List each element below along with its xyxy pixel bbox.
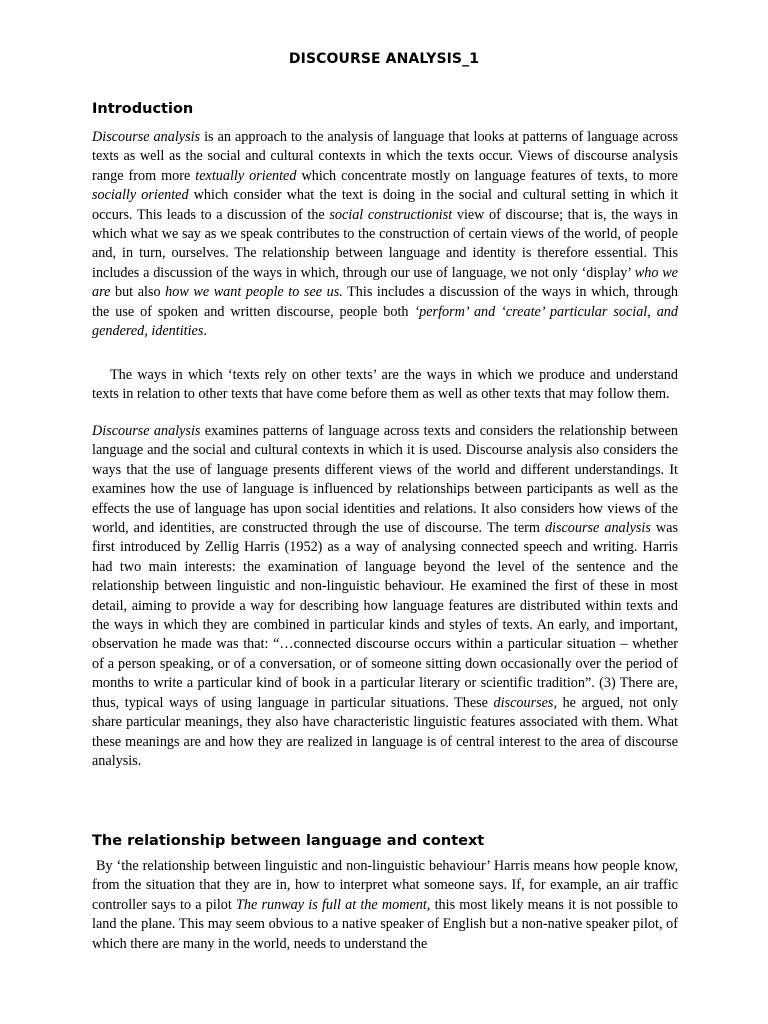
term-textually-oriented: textually oriented — [195, 167, 297, 184]
text-run: was first introduced by Zellig Harris (1952) as a way of analysing connected speech and writing. Harris had two main interests: the examination of language beyond the level of the sentence and the relationship between linguistic and non-linguistic behaviour. He examined the first of these in most detail, aiming to provide a way for describing how language features are distributed within texts and the ways in which they are combined in particular kinds and styles of texts. An early, and important, observation he made was that: “…connected discourse occurs within a particular situation – whether of a person speaking, or of a conversation, or of someone sitting down occasionally over the period of months to write a particular kind of book in a particular literary or scientific tradition”. (3) There are, thus, typical ways of using language in particular situations. These — [92, 520, 678, 711]
paragraph-intro-1 — [92, 128, 678, 341]
term-discourse-analysis: Discourse analysis — [92, 423, 201, 439]
text-run: but also — [110, 284, 166, 301]
document-title: DISCOURSE ANALYSIS_1 — [288, 51, 480, 67]
text-run: is an approach to the analysis of language that looks at patterns of language across texts as well as the social and cultural contexts in which the texts occur. Views of discourse analysis range from more — [92, 129, 678, 184]
text-run: , this most likely means it is not possible to land the plane. This may seem obvious to a native speaker of English but a non-native speaker pilot, of which there are many in the world, needs to understand the — [92, 896, 678, 952]
term-discourse-analysis: Discourse analysis — [92, 129, 201, 145]
text-run: which concentrate mostly on language features of texts, to more — [296, 167, 678, 184]
section-heading-relationship: The relationship between language and context — [92, 833, 485, 849]
text-run: which consider what the text is doing in the social and cultural setting in which it occurs. This leads to a discussion of the — [92, 187, 678, 223]
example-runway: The runway is full at the moment — [236, 896, 427, 913]
text-run: examines patterns of language across texts and considers the relationship between language and the social and cultural contexts in which it is used. Discourse analysis also considers the ways that the use of language presents different views of the world and different understandings. It examines how the use of language is influenced by relationships between participants as well as the effects the use of language has upon social identities and relations. It also considers how views of the world, and identities, are constructed through the use of discourse. The term — [92, 423, 678, 537]
term-socially-oriented: socially oriented — [92, 187, 189, 204]
paragraph-relationship-1 — [92, 857, 678, 954]
term-discourses: discourses — [493, 694, 554, 711]
paragraph-text: The ways in which ‘texts rely on other texts’ are the ways in which we produce and understand texts in relation to other texts that have come before them as well as other texts that may follow them. — [92, 367, 678, 403]
section-heading-introduction: Introduction — [92, 101, 194, 117]
emphasis-who-we-are: who we are — [92, 264, 678, 301]
text-run: By ‘the relationship between linguistic and non-linguistic behaviour’ Harris means how people know, from the situation that they are in, how to interpret what someone says. If, for example, an air traffic controller says to a pilot — [92, 858, 678, 913]
text-run: . — [203, 323, 207, 340]
emphasis-perform-create: ‘perform’ and ‘create’ particular social, and gendered, identities — [92, 303, 678, 340]
text-run: view of discourse; that is, the ways in which what we say as we speak contributes to the construction of certain views of the world, of people and, in turn, ourselves. The relationship between language and identity is therefore essential. This includes a discussion of the ways in which, through our use of language, we not only ‘display’ — [92, 206, 679, 281]
text-run: , he argued, not only share particular meanings, they also have characteristic linguistic features associated with them. What these meanings are and how they are realized in language is of central interest to the area of discourse analysis. — [92, 694, 678, 769]
text-run: This includes a discussion of the ways in which, through the use of spoken and written discourse, people both — [92, 284, 679, 320]
emphasis-how-we-want: how we want people to see us. — [165, 284, 343, 301]
paragraph-intro-3 — [92, 422, 678, 771]
paragraph-intro-2 — [92, 366, 678, 405]
term-social-constructionist: social constructionist — [329, 206, 453, 223]
term-discourse-analysis: discourse analysis — [544, 520, 651, 537]
